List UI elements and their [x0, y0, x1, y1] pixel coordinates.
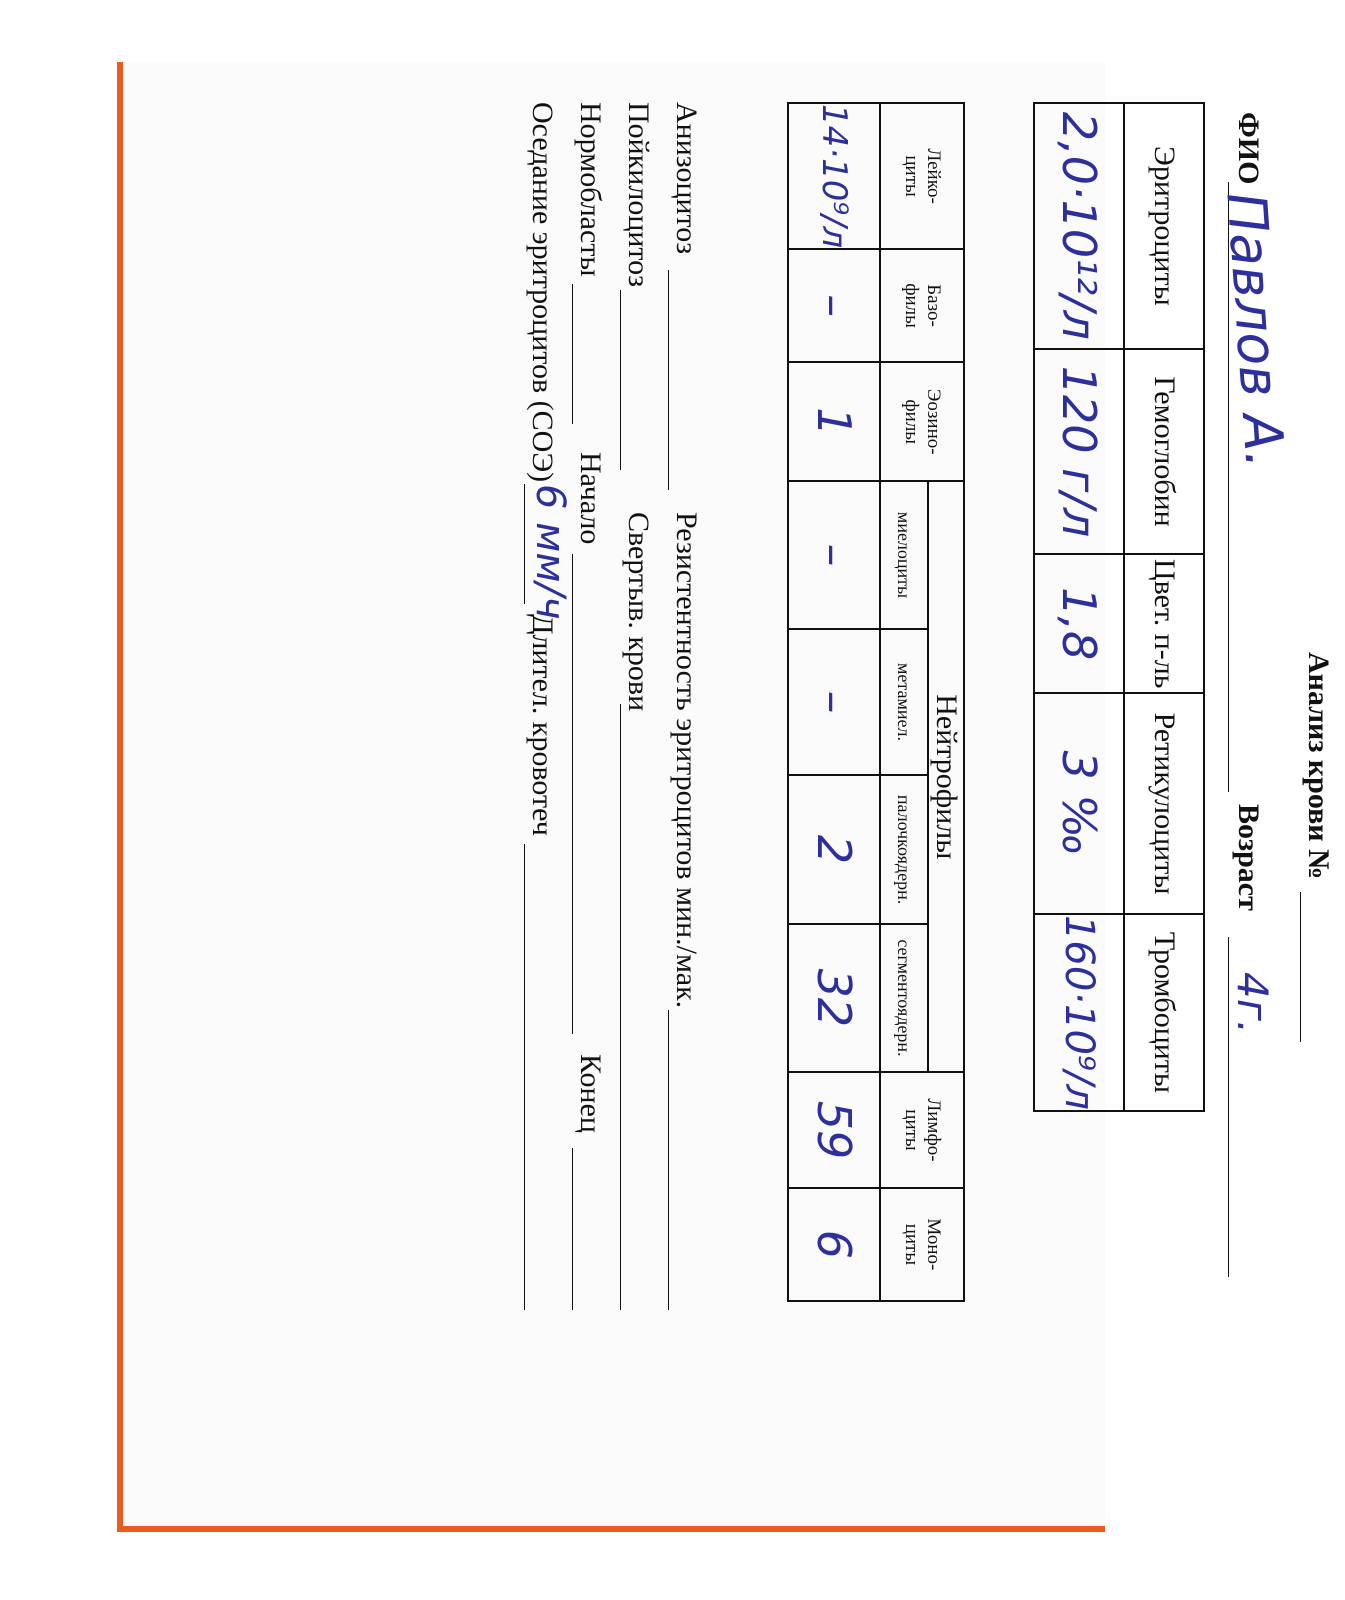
rbc-value-cell[interactable] [1034, 914, 1124, 1111]
age-label: Возраст [1232, 804, 1265, 911]
wbc-header-lympho: Лимфо- циты [880, 1072, 964, 1188]
normoblasts-label: Нормобласты [574, 102, 607, 277]
wbc-value: 59 [807, 1100, 861, 1160]
rbc-value-cell[interactable] [1034, 693, 1124, 914]
start-line[interactable] [572, 554, 573, 1034]
wbc-value: 2 [807, 834, 861, 865]
wbc-table [787, 102, 965, 1302]
age-value[interactable]: 4г. [1228, 972, 1277, 1035]
fio-label: ФИО [1232, 112, 1265, 185]
rbc-value-cell[interactable] [1034, 103, 1124, 349]
wbc-value: 32 [807, 968, 861, 1028]
wbc-value: 1 [807, 407, 861, 437]
rotated-form [385, 92, 1345, 1532]
resistance-line[interactable] [668, 1010, 669, 1310]
rbc-header-row [1124, 103, 1204, 1111]
bleeding-line[interactable] [524, 844, 525, 1310]
wbc-value: – [807, 543, 861, 567]
rbc-header-cell: Цвет. п-ль [1124, 554, 1204, 693]
rbc-value: 160·10⁹/л [1056, 914, 1102, 1110]
anisocytosis-line[interactable] [668, 270, 669, 490]
wbc-value-row [788, 103, 880, 1301]
form-number-line [1300, 892, 1301, 1042]
rbc-header-cell: Тромбоциты [1124, 914, 1204, 1111]
wbc-value: – [807, 690, 861, 714]
wbc-value: 6 [807, 1229, 861, 1260]
wbc-header-leuko: Лейко- циты [880, 103, 964, 249]
rbc-header-cell: Гемоглобин [1124, 349, 1204, 554]
paper-sheet [117, 62, 1335, 1532]
wbc-header-eosino: Эозино- филы [880, 362, 964, 482]
anisocytosis-label: Анизоцитоз [670, 102, 703, 255]
rbc-value-row [1034, 103, 1124, 1111]
wbc-subheader-cell: сегментоядерн. [880, 924, 928, 1073]
wbc-subheader-cell: миелоциты [880, 481, 928, 628]
poikilocytosis-line[interactable] [620, 290, 621, 470]
wbc-value-cell[interactable] [788, 249, 880, 362]
wbc-value-cell[interactable] [788, 1188, 880, 1301]
wbc-value-cell[interactable] [788, 924, 880, 1073]
wbc-value: – [807, 294, 861, 318]
wbc-header-mono: Моно- циты [880, 1188, 964, 1301]
wbc-value-cell[interactable] [788, 629, 880, 776]
wbc-value: 14·10⁹/л [814, 104, 854, 249]
end-label: Конец [574, 1054, 607, 1133]
form-title: Анализ крови № [1302, 652, 1335, 880]
coagulation-label: Свертыв. крови [622, 512, 655, 712]
rbc-value: 1,8 [1052, 587, 1106, 661]
poikilocytosis-label: Пойкилоцитоз [622, 102, 655, 287]
wbc-value-cell[interactable] [788, 362, 880, 482]
wbc-value-cell[interactable] [788, 481, 880, 628]
rbc-value: 3 ‰ [1052, 750, 1106, 857]
rbc-value-cell[interactable] [1034, 349, 1124, 554]
rbc-header-cell: Ретикулоциты [1124, 693, 1204, 914]
wbc-value-cell[interactable] [788, 1072, 880, 1188]
wbc-subheader-cell: метамиел. [880, 629, 928, 776]
resistance-label: Резистентность эритроцитов мин./мак. [670, 512, 703, 1009]
wbc-value-cell[interactable] [788, 103, 880, 249]
esr-value[interactable]: 6 мм/ч [527, 484, 573, 620]
esr-line [524, 484, 525, 604]
wbc-header-neutro: Нейтрофилы [928, 481, 964, 1072]
coagulation-line[interactable] [620, 704, 621, 1310]
start-label: Начало [574, 452, 607, 545]
end-line[interactable] [572, 1148, 573, 1310]
wbc-header-row [928, 103, 964, 1301]
wbc-subheader-cell: палочкоядерн. [880, 775, 928, 923]
rbc-header-cell: Эритроциты [1124, 103, 1204, 349]
wbc-header-baso: Базо- филы [880, 249, 964, 362]
wbc-value-cell[interactable] [788, 775, 880, 923]
esr-label: Оседание эритроцитов (СОЭ) [526, 102, 559, 483]
rbc-value: 2,0·10¹²/л [1052, 111, 1106, 340]
bleeding-label: Длител. кровотеч [526, 614, 559, 836]
rbc-value: 120 г/л [1052, 365, 1106, 538]
rbc-table [1033, 102, 1205, 1112]
fio-value[interactable]: Павлов А. [1214, 190, 1297, 471]
normoblasts-line[interactable] [572, 284, 573, 424]
rbc-value-cell[interactable] [1034, 554, 1124, 693]
